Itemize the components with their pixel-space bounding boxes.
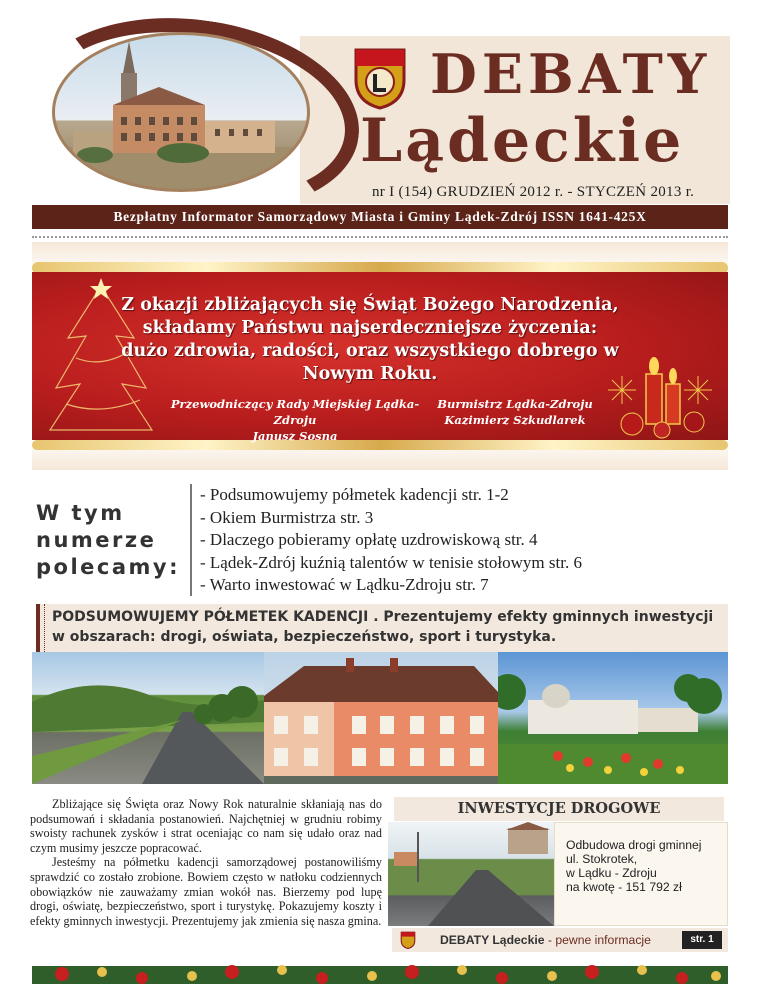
coat-of-arms-icon [352, 46, 408, 110]
masthead-title: DEBATY [430, 42, 712, 106]
section-title-rest: Prezentujemy efekty gminnych inwestycji w obszarach: drogi, oświata, bezpieczeństwo, sport i turystyka. [52, 609, 714, 645]
town-hall-photo [52, 32, 310, 192]
signature-mayor [420, 396, 610, 428]
candles-ornament-icon [604, 340, 714, 440]
contents-label-line2: numerze [36, 528, 157, 552]
section-header-dots [44, 604, 45, 652]
school-building-illustration [264, 652, 498, 784]
school-building-photo [264, 652, 498, 784]
contents-item[interactable]: - Podsumowujemy półmetek kadencji str. 1-2 [200, 485, 509, 504]
signature-mayor-name: Kazimierz Szkudlarek [444, 413, 586, 427]
spa-park-photo [498, 652, 728, 784]
section-title [52, 607, 724, 647]
contents-label-line1: W tym [36, 501, 125, 525]
dotted-divider [32, 236, 728, 238]
footer-brand: DEBATY Lądeckie [440, 933, 545, 947]
contents-item[interactable]: - Warto inwestować w Lądku-Zdroju str. 7 [200, 575, 489, 594]
article-paragraph: Zbliżające się Święta oraz Nowy Rok naturalnie skłaniają nas do podsumowań i składania postanowień. Najchętniej w grudniu robimy swoisty rachunek zysków i strat oceniając co nam się udało oraz nad czym musimy jeszcze popracować. [30, 797, 382, 855]
issue-number: nr I (154) GRUDZIEŃ 2012 r. - STYCZEŃ 2013 r. [372, 184, 695, 200]
footer-tagline [440, 928, 651, 952]
contents-item[interactable]: - Okiem Burmistrza str. 3 [200, 507, 374, 527]
stokrotek-road-illustration [388, 822, 554, 926]
signature-council-name: Janusz Sosna [252, 429, 338, 443]
holiday-greeting: Z okazji zbliżających się Świąt Bożego Narodzenia, składamy Państwu najserdeczniejsze życzenia: dużo zdrowia, radości, oraz wszystkiego dobrego w Nowym Roku. [121, 295, 619, 384]
contents-list [200, 484, 582, 597]
contents-label-line3: polecamy: [36, 555, 180, 579]
publication-info-bar: Bezpłatny Informator Samorządowy Miasta i Gminy Lądek-Zdrój ISSN 1641-425X [32, 205, 728, 229]
signature-mayor-role: Burmistrz Lądka-Zdroju [437, 397, 593, 411]
spa-park-illustration [498, 652, 728, 784]
section-title-bold: PODSUMOWUJEMY PÓŁMETEK KADENCJI . [52, 609, 379, 625]
contents-label [36, 500, 196, 581]
investment-note-line: na kwotę - 151 792 zł [566, 880, 682, 894]
road-landscape-illustration [32, 652, 264, 784]
contents-item[interactable]: - Dlaczego pobieramy opłatę uzdrowiskową str. 4 [200, 530, 538, 549]
masthead-subtitle: Lądeckie [360, 106, 685, 176]
investment-note [566, 838, 724, 894]
footer-coat-of-arms-icon [400, 931, 416, 949]
masthead [0, 0, 768, 205]
contents-item[interactable]: - Lądek-Zdrój kuźnią talentów w tenisie stołowym str. 6 [200, 552, 582, 572]
road-investments-heading: INWESTYCJE DROGOWE [394, 797, 724, 821]
footer-slogan: - pewne informacje [544, 933, 651, 947]
town-hall-illustration [55, 35, 310, 192]
page-number: str. 1 [682, 931, 722, 949]
signature-council-chair [170, 396, 420, 444]
stokrotek-road-photo [388, 822, 554, 926]
road-landscape-photo [32, 652, 264, 784]
article-body [30, 797, 382, 928]
investment-note-line: Odbudowa drogi gminnej [566, 838, 702, 852]
christmas-garland-decoration [32, 954, 728, 994]
signature-council-role: Przewodniczący Rady Miejskiej Lądka-Zdroju [170, 397, 420, 427]
investment-note-line: ul. Stokrotek, [566, 852, 638, 866]
article-paragraph: Jesteśmy na półmetku kadencji samorządowej postanowiliśmy sprawdzić co zostało zrobione. Bowiem często w natłoku codziennych obowiązków nie zauważamy zmian wokół nas. Bierzemy pod lupę drogi, oświatę, bezpieczeństwo, sport i turystykę. Pokazujemy koszty i efekty gminnych inwestycji. Prezentujemy jak zmienia się nasza gmina. [30, 855, 382, 928]
investment-note-line: w Lądku - Zdroju [566, 866, 657, 880]
contents-divider [190, 484, 192, 596]
